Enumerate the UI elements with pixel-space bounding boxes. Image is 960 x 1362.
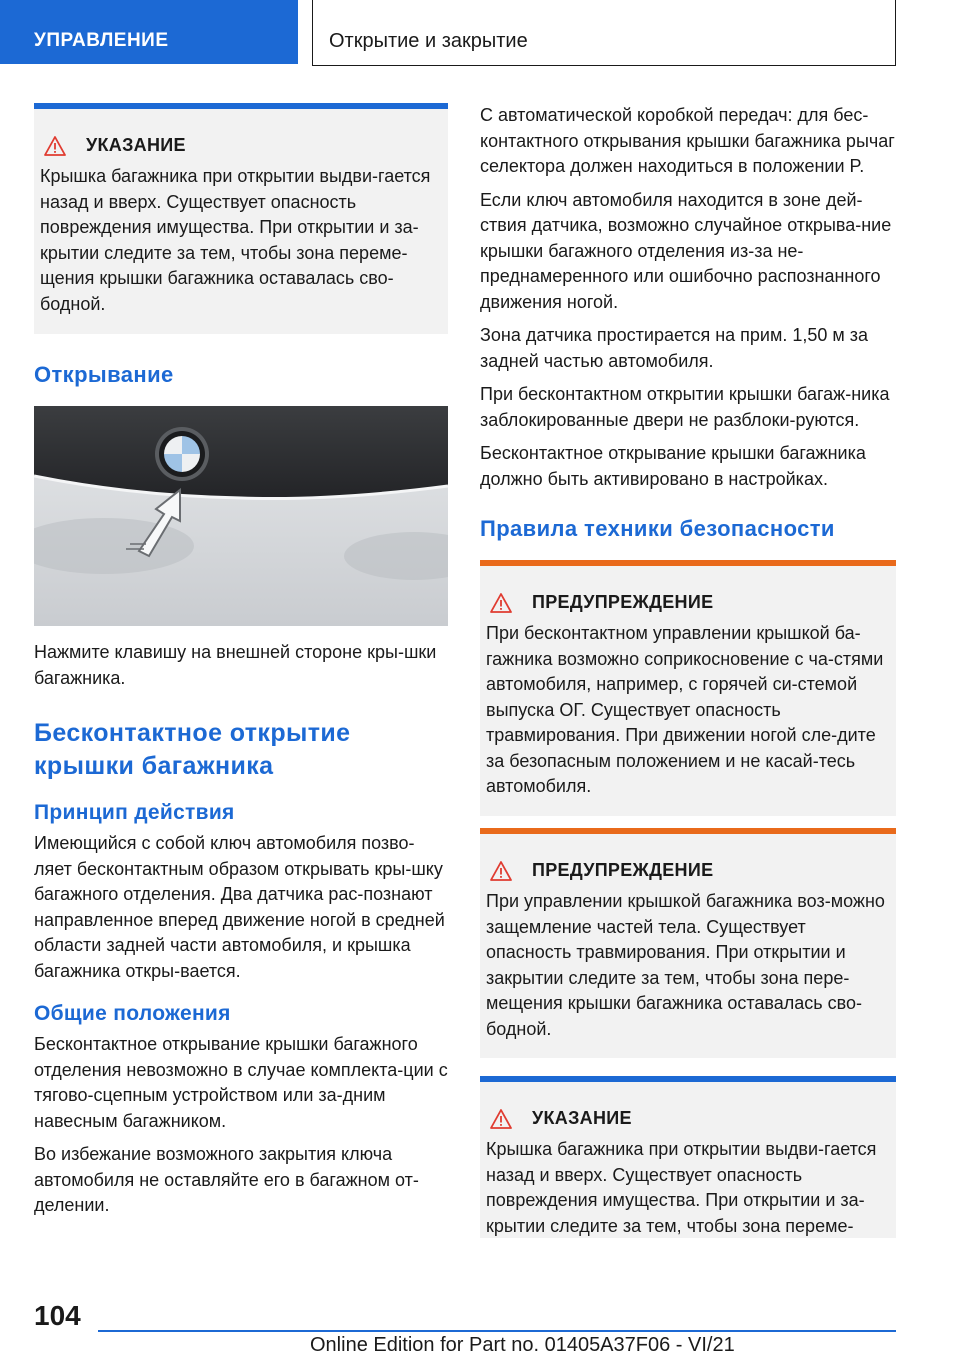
paragraph-sensor-range: Зона датчика простирается на прим. 1,50 м за задней частью автомобиля. — [480, 325, 869, 371]
warning-box-1 — [480, 560, 896, 816]
warning-triangle-icon — [490, 861, 512, 881]
paragraph-sensor-zone: Если ключ автомобиля находится в зоне дей-ствия датчика, возможно случайное открыва-ние крышки багажного отделения из-за не-преднамеренного или ошибочно распознанного движения ногой. — [480, 189, 892, 312]
warning-text-2: При управлении крышкой багажника воз-можно защемление частей тела. Существует опасность травмирования. При открытии и закрытии следите за тем, чтобы зона пере-мещения крышки багажника оставалась сво-бодной. — [486, 891, 885, 1039]
heading-opening: Открывание — [34, 362, 174, 387]
paragraph-gearbox: С автоматической коробкой передач: для бес-контактного открывания крышки багажника рычаг селектора должен находиться в положении P. — [480, 105, 895, 176]
heading-general: Общие положения — [34, 1002, 231, 1025]
notice-header-2 — [486, 1108, 886, 1129]
page-header — [0, 0, 960, 66]
warning-label-1: ПРЕДУПРЕЖДЕНИЕ — [532, 592, 714, 612]
footer-divider — [98, 1330, 896, 1332]
paragraph-locked-doors: При бесконтактном открытии крышки багаж-ника заблокированные двери не разблоки-руются. — [480, 384, 890, 430]
paragraph-general-1: Бесконтактное открывание крышки багажного отделения невозможно в случае комплекта-ции с тягово-сцепным устройством или за-дним навесным багажником. — [34, 1034, 448, 1131]
notice-label: УКАЗАНИЕ — [86, 135, 186, 155]
section-tab: УПРАВЛЕНИЕ — [0, 0, 298, 64]
paragraph-general-2: Во избежание возможного закрытия ключа автомобиля не оставляйте его в багажном от-делении. — [34, 1144, 419, 1215]
notice-text-2: Крышка багажника при открытии выдви-гается назад и вверх. Существует опасность повреждения имущества. При открытии и за-крытии следите за тем, чтобы зона переме- — [486, 1139, 877, 1236]
warning-triangle-icon — [44, 136, 66, 156]
warning-header-1 — [486, 592, 886, 613]
trunk-photo-illustration — [34, 406, 448, 626]
paragraph-activation: Бесконтактное открывание крышки багажника должно быть активировано в настройках. — [480, 443, 866, 489]
heading-contactless-opening: Бесконтактное открытие крышки багажника — [34, 719, 351, 780]
notice-box-2 — [480, 1076, 896, 1238]
right-column — [480, 103, 896, 1238]
notice-text: Крышка багажника при открытии выдви-гается назад и вверх. Существует опасность повреждения имущества. При открытии и за-крытии следите за тем, чтобы зона переме-щения крышки багажника оставалась сво-бодной. — [40, 166, 431, 314]
warning-header-2 — [486, 860, 886, 881]
notice-box — [34, 103, 448, 334]
warning-text-1: При бесконтактном управлении крышкой ба-гажника возможно соприкосновение с ча-стями автомобиля, например, с горячей си-стемой выпуска ОГ. Существует опасность травмирования. При движении ногой сле-дите за безопасным положением и не касай-тесь автомобиля. — [486, 623, 884, 796]
warning-triangle-icon — [490, 593, 512, 613]
notice-label-2: УКАЗАНИЕ — [532, 1108, 632, 1128]
chapter-title: Открытие и закрытие — [312, 0, 896, 66]
page-number: 104 — [34, 1300, 81, 1331]
paragraph-principle: Имеющийся с собой ключ автомобиля позво-ляет бесконтактным образом открывать кры-шку багажного отделения. Два датчика рас-познают направленное вперед движение ногой в средней области задней части автомобиля, и крышка багажника откры-вается. — [34, 833, 445, 981]
warning-label-2: ПРЕДУПРЕЖДЕНИЕ — [532, 860, 714, 880]
warning-box-2 — [480, 828, 896, 1058]
left-column — [34, 103, 448, 1219]
edition-footer: Online Edition for Part no. 01405A37F06 - VI/21 — [310, 1334, 735, 1356]
warning-triangle-icon — [490, 1109, 512, 1129]
heading-principle: Принцип действия — [34, 801, 235, 824]
trunk-button-photo — [34, 406, 448, 626]
notice-header — [40, 135, 438, 156]
photo-caption: Нажмите клавишу на внешней стороне кры-шки багажника. — [34, 642, 437, 688]
heading-safety-rules: Правила техники безопасности — [480, 516, 835, 541]
